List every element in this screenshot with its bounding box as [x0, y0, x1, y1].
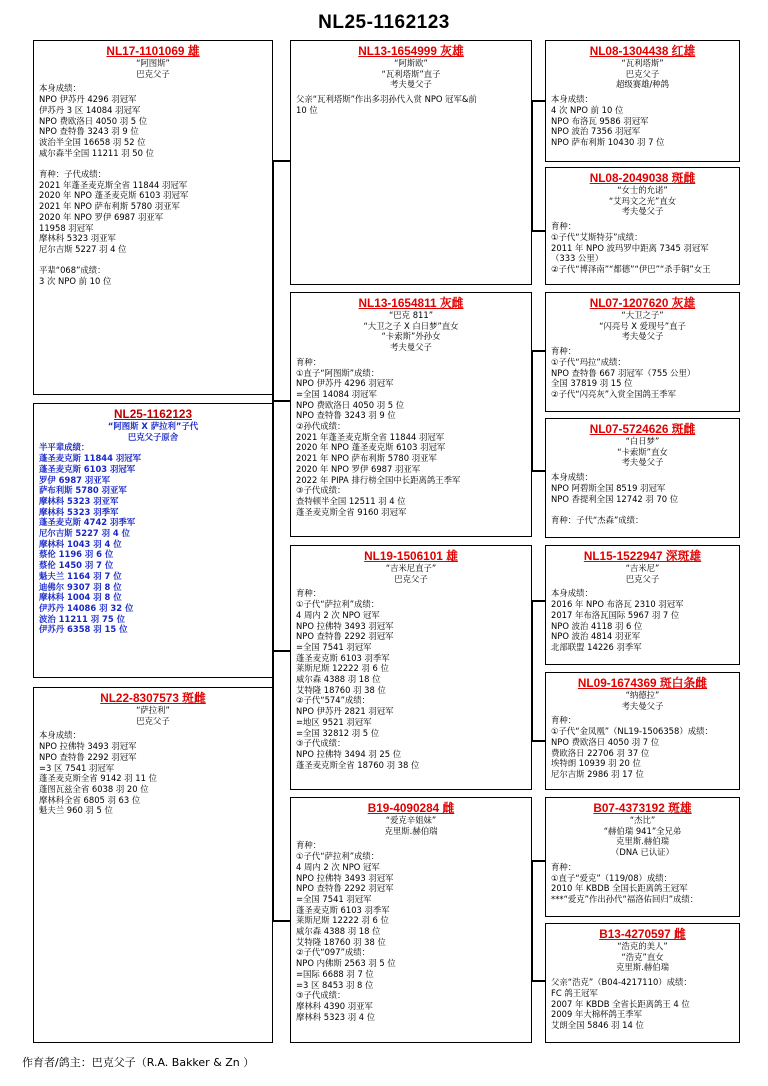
result-line: ①子代“玛拉”成绩： — [551, 356, 626, 367]
result-line: 3 次 NPO 前 10 位 — [39, 276, 112, 287]
dam-dam-card — [290, 797, 532, 1043]
result-line: ①直子“爱克”（119/08）成绩： — [551, 872, 673, 883]
result-line: 育种： — [296, 356, 322, 367]
result-line: ①子代“金凤凰”（NL19-1506358）成绩： — [551, 726, 713, 737]
result-line: 蓬圣麦克斯 6103 羽季军 — [296, 904, 390, 915]
result-line: =地区 9521 羽冠军 — [296, 716, 372, 727]
result-line: 艾特隆 18760 羽 38 位 — [296, 936, 386, 947]
connector-line — [272, 920, 290, 922]
dam-sire-card — [290, 545, 532, 790]
result-line: 迪佛尔 9307 羽 8 位 — [39, 581, 122, 592]
result-line: NPO 伊苏丹 2821 羽冠军 — [296, 706, 394, 717]
result-line: 威尔森 4388 羽 18 位 — [296, 926, 381, 937]
result-line: NPO 波治 7356 羽冠军 — [551, 126, 641, 137]
result-line: NPO 拉佛特 3494 羽 25 位 — [296, 748, 402, 759]
result-line: NPO 查特鲁 3243 羽 9 位 — [39, 126, 139, 137]
result-line: 4 周内 2 次 NPO 冠军 — [296, 609, 380, 620]
result-line: 埃特朗 10939 羽 20 位 — [551, 758, 641, 769]
pedigree-subtitle: “卡索斯”外孙女 — [381, 331, 441, 342]
pedigree-subtitle: “阿图斯 X 萨拉利”子代 — [107, 421, 199, 431]
ring-number: NL15-1522947 深斑雄 — [583, 549, 702, 563]
result-line: NPO 查特鲁 2292 羽冠军 — [296, 631, 394, 642]
pedigree-subtitle: “瓦利塔斯”直子 — [381, 68, 441, 79]
sss-card — [545, 40, 740, 162]
result-line: NPO 波治 4814 羽亚军 — [551, 631, 641, 642]
pedigree-subtitle: “瓦利塔斯” — [621, 58, 664, 68]
result-line: 育种： — [296, 588, 322, 599]
result-line: 伊苏丹 3 区 14084 羽冠军 — [39, 104, 141, 115]
result-line: ②子代“097”成绩： — [296, 947, 371, 958]
ring-number: B13-4270597 雌 — [599, 927, 686, 941]
result-line: ***“爱克”作出孙代“福洛佑回归”成绩： — [551, 893, 699, 904]
result-line: 2009 年大棉杯鸽王季军 — [551, 1009, 642, 1020]
pedigree-subtitle: 巴克父子 — [625, 68, 660, 79]
pedigree-subtitle: “赫伯瑞 941”全兄弟 — [603, 825, 682, 836]
page-title: NL25-1162123 — [318, 12, 450, 33]
result-line: ②子代“闪亮灰”入赏全国鸽王季军 — [551, 388, 677, 399]
result-line: 育种： — [551, 221, 577, 232]
result-line: NPO 阿碧斯全国 8519 羽冠军 — [551, 482, 666, 493]
result-line: 罗伊 6987 羽亚军 — [39, 474, 111, 485]
connector-line — [531, 860, 545, 862]
result-line: NPO 布洛瓦 9586 羽冠军 — [551, 115, 649, 126]
pedigree-subtitle: “阿斯欧” — [394, 58, 428, 68]
pedigree-subtitle: “阿图斯” — [136, 58, 170, 68]
result-line: 艾朗全国 5846 羽 14 位 — [551, 1019, 644, 1030]
result-line: NPO 拉佛特 3493 羽冠军 — [39, 741, 137, 752]
result-line: 蓬圣麦克斯 4742 羽季军 — [39, 517, 136, 528]
result-line: 摩林科 4390 羽亚军 — [296, 1000, 373, 1011]
result-line: NPO 费欧洛日 4050 羽 5 位 — [296, 399, 405, 410]
result-line: =全国 14084 羽冠军 — [296, 388, 377, 399]
result-line: 尼尔吉斯 5227 羽 4 位 — [39, 528, 131, 539]
ring-number: NL07-1207620 灰雄 — [589, 296, 696, 310]
result-line: 魁夫兰 960 羽 5 位 — [39, 805, 113, 816]
result-line: 全国 37819 羽 15 位 — [551, 378, 633, 389]
connector-line — [531, 980, 545, 982]
dds-card — [545, 797, 740, 917]
pedigree-subtitle: 考夫曼父子 — [621, 457, 664, 468]
pedigree-subtitle: “吉米尼” — [625, 563, 660, 573]
result-line: 2021 年蓬圣麦克斯全省 11844 羽冠军 — [39, 179, 188, 190]
pedigree-subtitle: 考夫曼父子 — [621, 331, 664, 342]
ring-number: NL08-1304438 红雄 — [589, 44, 696, 58]
result-line: =全国 32812 羽 5 位 — [296, 727, 380, 738]
result-line: 蓬图瓦兹全省 6038 羽 20 位 — [39, 783, 149, 794]
pedigree-subtitle: “萨拉利” — [136, 705, 170, 715]
result-line: 摩林科 5323 羽亚军 — [39, 495, 119, 506]
connector-line — [531, 230, 545, 232]
result-line: NPO 内佛斯 2563 羽 5 位 — [296, 958, 396, 969]
pedigree-subtitle: 巴克父子 — [394, 573, 428, 584]
sire-sire-card — [290, 40, 532, 285]
result-line: 威尔森半全国 11211 羽 50 位 — [39, 147, 154, 158]
result-line: ③子代成绩： — [296, 485, 346, 496]
result-line: ①直子“阿图斯”成绩： — [296, 367, 380, 378]
result-line: =全国 7541 羽冠军 — [296, 641, 372, 652]
pedigree-subtitle: 克里斯.赫伯瑞 — [616, 962, 669, 973]
result-line: 2016 年 NPO 布洛瓦 2310 羽冠军 — [551, 599, 684, 610]
pedigree-subtitle: “浩克”直女 — [621, 951, 664, 962]
connector-line — [272, 650, 290, 652]
result-line: 本身成绩： — [551, 94, 593, 105]
ring-number: NL25-1162123 — [113, 407, 193, 421]
ring-number: NL13-1654999 灰雄 — [358, 44, 464, 58]
connector-line — [531, 740, 545, 742]
pedigree-subtitle: 考夫曼父子 — [390, 79, 432, 90]
pedigree-subtitle: “爱克辛姐妹” — [385, 815, 437, 825]
result-line: （333 公里） — [551, 253, 604, 264]
result-line: 10 位 — [296, 104, 318, 115]
result-line: 莱斯尼斯 12222 羽 6 位 — [296, 915, 389, 926]
result-line: 育种：子代成绩： — [39, 169, 106, 180]
result-line: 11958 羽冠军 — [39, 222, 94, 233]
result-line: 蓬圣麦克斯 6103 羽季军 — [296, 652, 390, 663]
result-line: 蓬圣麦克斯 6103 羽冠军 — [39, 463, 136, 474]
ddd-card — [545, 923, 740, 1043]
result-line: 平辈“068”成绩： — [39, 265, 106, 276]
result-line: 4 周内 2 次 NPO 冠军 — [296, 861, 380, 872]
result-line: 育种： — [551, 715, 577, 726]
result-line: NPO 波治 4118 羽 6 位 — [551, 620, 643, 631]
pedigree-subtitle: “巴克 811” — [388, 310, 434, 320]
connector-line — [272, 400, 290, 402]
sds-card — [545, 292, 740, 412]
result-line: 育种： — [551, 346, 577, 357]
result-line: 蔡伦 1450 羽 7 位 — [39, 560, 114, 571]
ring-number: NL22-8307573 斑雌 — [100, 691, 206, 705]
result-line: 摩林科 1043 羽 4 位 — [39, 538, 122, 549]
result-line: 本身成绩： — [551, 588, 593, 599]
result-line: NPO 费欧洛日 4050 羽 5 位 — [39, 115, 148, 126]
ssd-card — [545, 167, 740, 285]
connector-line — [531, 350, 545, 352]
result-line: 摩林科 5323 羽季军 — [39, 506, 119, 517]
result-line: 2017 年布洛瓦国际 5967 羽 7 位 — [551, 609, 680, 620]
result-line: 蔡伦 1196 羽 6 位 — [39, 549, 114, 560]
pedigree-subtitle: 考夫曼父子 — [621, 206, 664, 217]
result-line: =全国 7541 羽冠军 — [296, 893, 372, 904]
result-line: 摩林科 5323 羽亚军 — [39, 233, 116, 244]
result-line: 2020 年 NPO 罗伊 6987 羽亚军 — [39, 211, 164, 222]
result-line: 2021 年 NPO 萨布利斯 5780 羽亚军 — [296, 453, 437, 464]
result-line: 伊苏丹 14086 羽 32 位 — [39, 602, 134, 613]
result-line: NPO 查特鲁 667 羽冠军（755 公里） — [551, 367, 696, 378]
pedigree-subtitle: 考夫曼父子 — [621, 700, 664, 711]
result-line: 父亲“浩克”（B04-4217110）成绩： — [551, 977, 692, 988]
result-line: ②子代“博泽南”“都德”“伊巴”“杀手铜”女王 — [551, 263, 711, 274]
result-line: ③子代成绩： — [296, 990, 346, 1001]
pedigree-subtitle: 巴克父子 — [136, 715, 170, 726]
ring-number: NL07-5724626 斑雌 — [589, 422, 696, 436]
result-line: ①子代“萨拉利”成绩： — [296, 599, 380, 610]
result-line: FC 鸽王冠军 — [551, 987, 598, 998]
result-line: 本身成绩： — [551, 472, 593, 483]
result-line: =3 区 8453 羽 8 位 — [296, 979, 374, 990]
result-line: 摩林科 1004 羽 8 位 — [39, 592, 122, 603]
result-line: 波治半全国 16658 羽 52 位 — [39, 136, 146, 147]
connector-line — [272, 160, 290, 162]
result-line: 本身成绩： — [39, 730, 81, 741]
ring-number: NL08-2049038 斑雌 — [589, 171, 696, 185]
result-line: 魁夫兰 1164 羽 7 位 — [39, 570, 122, 581]
pedigree-subtitle: 考夫曼父子 — [390, 342, 432, 353]
result-line: 2020 年 NPO 蓬圣麦克斯 6103 羽冠军 — [39, 190, 189, 201]
result-line: 父亲“瓦利塔斯”作出多羽孙代入赏 NPO 冠军&前 — [296, 94, 477, 105]
result-line: 育种： — [296, 840, 322, 851]
result-line: 2021 年蓬圣麦克斯全省 11844 羽冠军 — [296, 431, 445, 442]
result-line: 2020 年 NPO 蓬圣麦克斯 6103 羽冠军 — [296, 442, 446, 453]
ring-number: NL13-1654811 灰雌 — [358, 296, 464, 310]
pedigree-subtitle: 克里斯.赫伯瑞 — [616, 836, 669, 847]
pedigree-subtitle: 超级赛雄/种鸽 — [615, 79, 670, 90]
result-line: 2011 年 NPO 波玛罗中距离 7345 羽冠军 — [551, 242, 709, 253]
result-line: 尼尔吉斯 5227 羽 4 位 — [39, 243, 127, 254]
result-line: =3 区 7541 羽冠军 — [39, 762, 115, 773]
connector-line — [531, 100, 545, 102]
pedigree-subtitle: “白日梦” — [625, 436, 660, 446]
ring-number: B19-4090284 雌 — [367, 801, 455, 815]
result-line: 尼尔吉斯 2986 羽 17 位 — [551, 768, 644, 779]
result-line: ②子代“574”成绩： — [296, 695, 371, 706]
dss-card — [545, 545, 740, 665]
result-line: 摩林科全省 6805 羽 63 位 — [39, 794, 141, 805]
connector-line — [531, 470, 545, 472]
pedigree-subtitle: 巴克父子 — [136, 68, 170, 79]
result-line: NPO 伊苏丹 4296 羽冠军 — [296, 378, 394, 389]
result-line: 育种： — [551, 861, 577, 872]
result-line: NPO 萨布利斯 10430 羽 7 位 — [551, 136, 665, 147]
result-line: 2021 年 NPO 萨布利斯 5780 羽亚军 — [39, 201, 180, 212]
result-line: NPO 拉佛特 3493 羽冠军 — [296, 872, 394, 883]
connector-line — [531, 600, 545, 602]
ring-number: NL09-1674369 斑白条雌 — [577, 676, 708, 690]
subject-card — [33, 403, 273, 678]
result-line: 摩林科 5323 羽 4 位 — [296, 1011, 376, 1022]
result-line: 萨布利斯 5780 羽亚军 — [39, 485, 127, 496]
result-line: 4 次 NPO 前 10 位 — [551, 104, 624, 115]
result-line: 查特顿半全国 12511 羽 4 位 — [296, 495, 406, 506]
result-line: 本身成绩： — [39, 83, 81, 94]
pedigree-subtitle: “浩克的美人” — [617, 941, 668, 951]
result-line: 蓬圣麦克斯全省 9160 羽冠军 — [296, 506, 407, 517]
result-line: 2020 年 NPO 罗伊 6987 羽亚军 — [296, 463, 421, 474]
result-line: 费欧洛日 22706 羽 37 位 — [551, 747, 650, 758]
result-line: 育种：子代“杰森”成绩： — [551, 514, 644, 525]
result-line: NPO 查特鲁 2292 羽冠军 — [39, 751, 137, 762]
result-line: =国际 6688 羽 7 位 — [296, 968, 374, 979]
result-line: 蓬圣麦克斯全省 18760 羽 38 位 — [296, 759, 420, 770]
result-line: 威尔森 4388 羽 18 位 — [296, 674, 381, 685]
result-line: 艾特隆 18760 羽 38 位 — [296, 684, 386, 695]
result-line: NPO 查特鲁 2292 羽冠军 — [296, 883, 394, 894]
result-line: 莱斯尼斯 12222 羽 6 位 — [296, 663, 389, 674]
result-line: NPO 拉佛特 3493 羽冠军 — [296, 620, 394, 631]
result-line: ①子代“艾斯特芬”成绩： — [551, 231, 643, 242]
dam-card — [33, 687, 273, 1043]
pedigree-subtitle: “大卫之子 X 白日梦”直女 — [363, 320, 459, 331]
result-line: NPO 香提利全国 12742 羽 70 位 — [551, 493, 679, 504]
dsd-card — [545, 672, 740, 790]
result-line: 伊苏丹 6358 羽 15 位 — [39, 624, 128, 635]
breeder-footer: 作育者/鸽主：巴克父子（R.A. Bakker & Zn ） — [22, 1056, 255, 1069]
pedigree-subtitle: 克里斯.赫伯瑞 — [384, 825, 438, 836]
ring-number: B07-4373192 斑雄 — [593, 801, 692, 815]
result-line: 蓬圣麦克斯 11844 羽冠军 — [39, 453, 141, 464]
result-line: ②孙代成绩： — [296, 421, 346, 432]
sire-card — [33, 40, 273, 395]
result-line: 2007 年 KBDB 全省长距离鸽王 4 位 — [551, 998, 690, 1009]
result-line: 2022 年 PIPA 排行榜全国中长距离鸽王季军 — [296, 474, 461, 485]
pedigree-subtitle: “纳德拉” — [625, 690, 660, 700]
result-line: 蓬圣麦克斯全省 9142 羽 11 位 — [39, 773, 157, 784]
pedigree-subtitle: （DNA 已认证） — [611, 847, 674, 858]
pedigree-subtitle: “杰比” — [629, 815, 656, 825]
ring-number: NL19-1506101 雄 — [364, 549, 458, 563]
sdd-card — [545, 418, 740, 538]
pedigree-subtitle: “吉米尼直子” — [385, 563, 437, 573]
sire-dam-card — [290, 292, 532, 537]
result-line: 半平辈成绩： — [39, 442, 90, 453]
pedigree-subtitle: 巴克父子 — [625, 573, 660, 584]
result-line: NPO 查特鲁 3243 羽 9 位 — [296, 410, 396, 421]
pedigree-subtitle: “艾玛文之光”直女 — [608, 195, 677, 206]
pedigree-subtitle: “女士的允诺” — [617, 185, 668, 195]
result-line: NPO 费欧洛日 4050 羽 7 位 — [551, 736, 660, 747]
pedigree-subtitle: “大卫之子” — [621, 310, 664, 320]
result-line: 北部联盟 14226 羽季军 — [551, 641, 642, 652]
result-line: ③子代成绩： — [296, 738, 346, 749]
pedigree-subtitle: “闪亮号 X 爱现号”直子 — [599, 320, 686, 331]
result-line: 2010 年 KBDB 全国长距离鸽王冠军 — [551, 883, 688, 894]
result-line: ①子代“萨拉利”成绩： — [296, 851, 380, 862]
result-line: NPO 伊苏丹 4296 羽冠军 — [39, 94, 137, 105]
pedigree-subtitle: 巴克父子原舍 — [127, 431, 179, 442]
result-line: 波治 11211 羽 75 位 — [39, 613, 125, 624]
ring-number: NL17-1101069 雄 — [106, 44, 200, 58]
pedigree-subtitle: “卡索斯”直女 — [617, 446, 668, 457]
